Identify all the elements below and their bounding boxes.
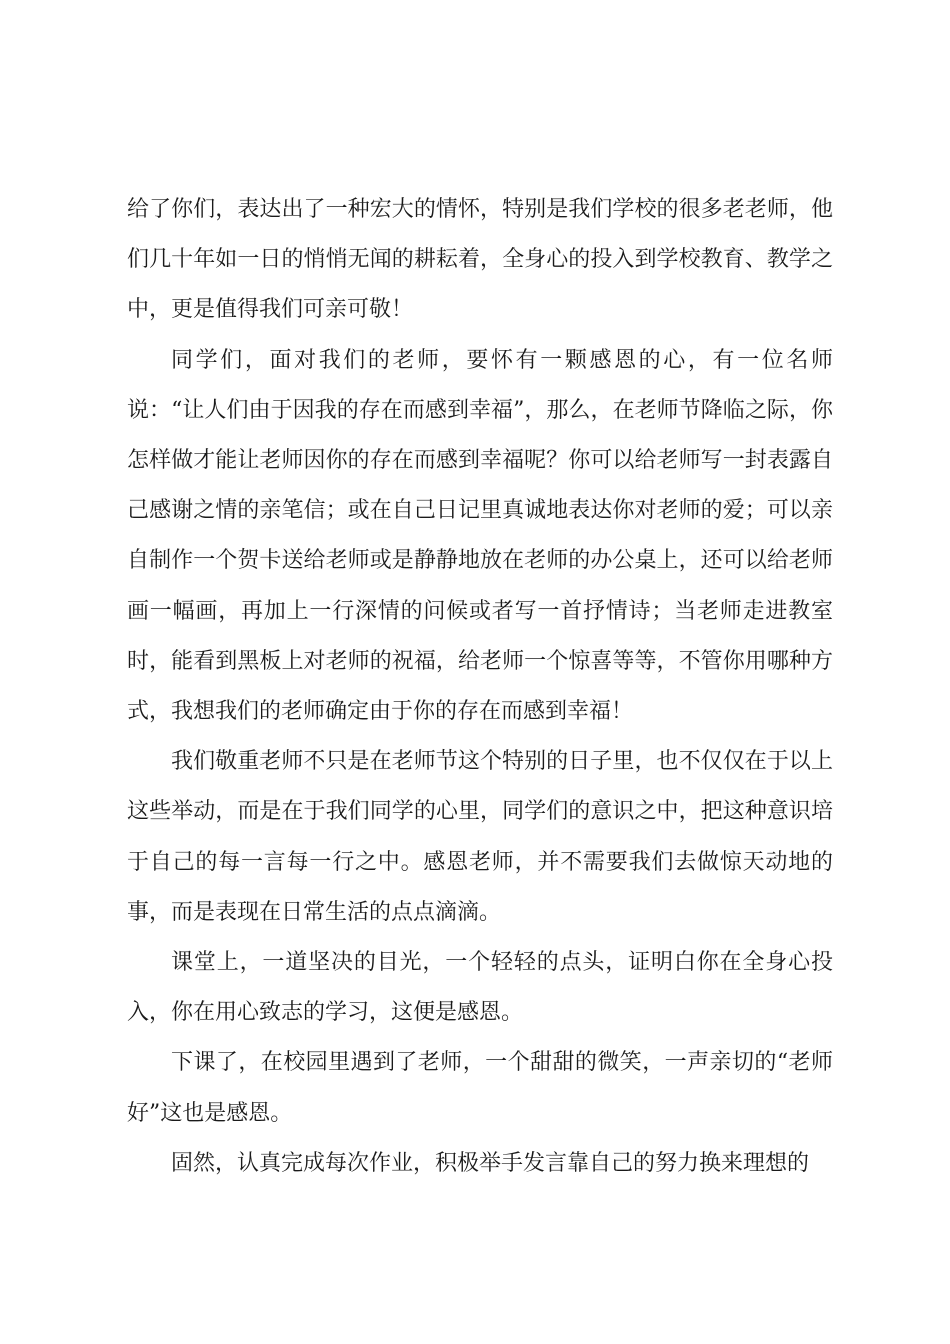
paragraph-6: 固然，认真完成每次作业，积极举手发言靠自己的努力换来理想的 bbox=[171, 1150, 810, 1176]
paragraph-5: 下课了，在校园里遇到了老师，一个甜甜的微笑，一声亲切的“老师好”这也是感恩。 bbox=[127, 1050, 833, 1126]
paragraph-2: 同学们，面对我们的老师，要怀有一颗感恩的心，有一位名师说：“让人们由于因我的存在而感到幸福”，那么，在老师节降临之际，你怎样做才能让老师因你的存在而感到幸福呢？你可以给老师写一封表露自己感谢之情的亲笔信；或在自己日记里真诚地表达你对老师的爱；可以亲自制作一个贺卡送给老师或是静静地放在老师的办公桌上，还可以给老师画一幅画，再加上一行深情的问候或者写一首抒情诗；当老师走进教室时，能看到黑板上对老师的祝福，给老师一个惊喜等等，不管你用哪种方式，我想我们的老师确定由于你的存在而感到幸福！ bbox=[127, 347, 833, 725]
paragraph-3: 我们敬重老师不只是在老师节这个特别的日子里，也不仅仅在于以上这些举动，而是在于我们同学的心里，同学们的意识之中，把这种意识培于自己的每一言每一行之中。感恩老师，并不需要我们去做惊天动地的事，而是表现在日常生活的点点滴滴。 bbox=[127, 749, 833, 925]
body-text bbox=[127, 185, 833, 1189]
paragraph-1: 给了你们，表达出了一种宏大的情怀，特别是我们学校的很多老老师，他们几十年如一日的悄悄无闻的耕耘着，全身心的投入到学校教育、教学之中，更是值得我们可亲可敬！ bbox=[127, 197, 833, 323]
paragraph-4: 课堂上，一道坚决的目光，一个轻轻的点头，证明白你在全身心投入，你在用心致志的学习，这便是感恩。 bbox=[127, 950, 833, 1026]
